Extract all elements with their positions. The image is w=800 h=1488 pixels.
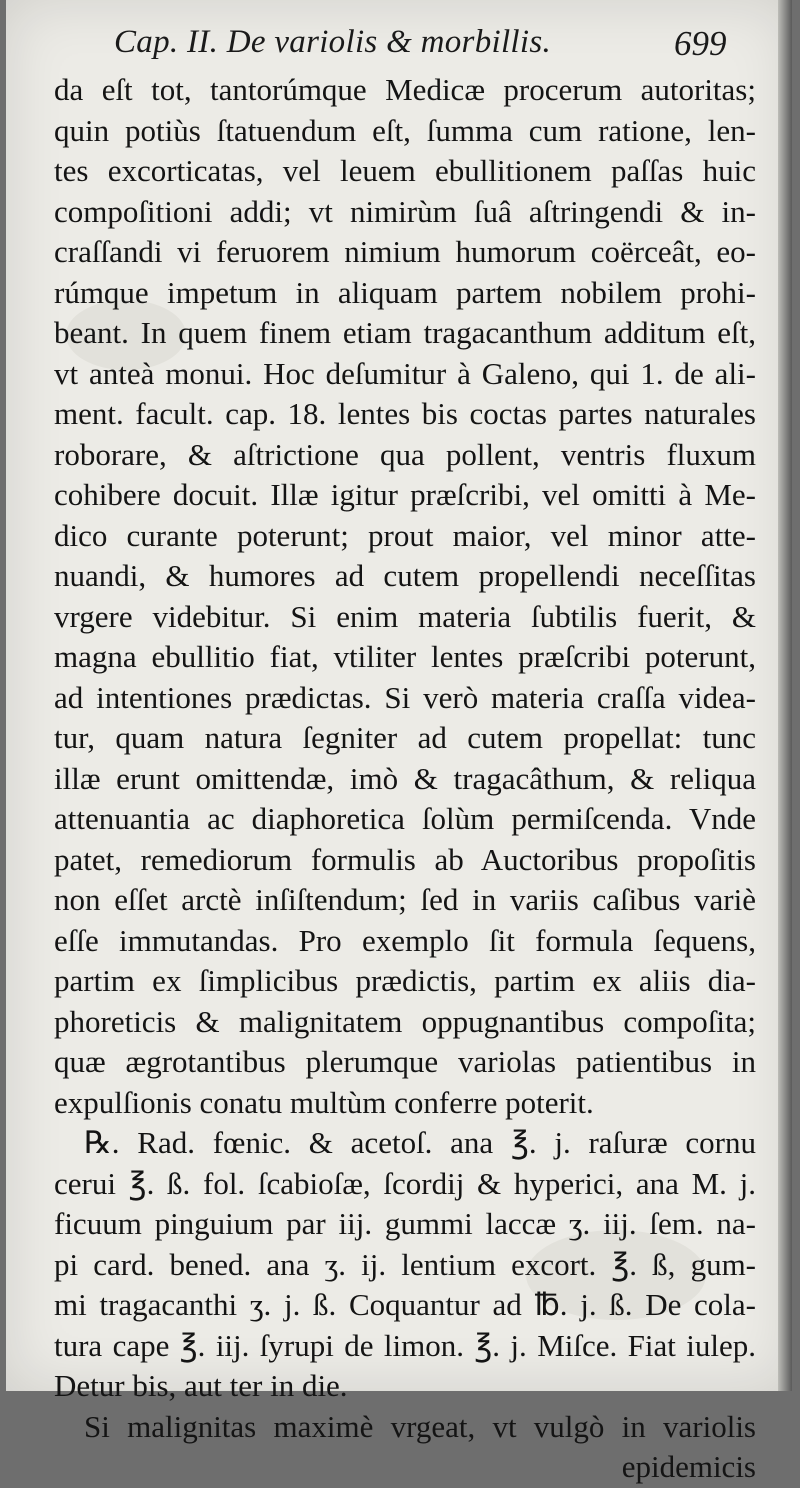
recipe-line: mi tragacanthi ʒ. j. ß. Coquantur ad ℔. j. ß. De cola- (54, 1287, 756, 1322)
text-line: ment. facult. cap. 18. lentes bis coctas partes naturales (54, 396, 756, 431)
body-text (36, 70, 756, 1488)
text-line: quæ ægrotantibus plerumque variolas patientibus in (54, 1044, 756, 1079)
text-line: cohibere docuit. Illæ igitur præſcribi, vel omitti à Me- (54, 477, 756, 512)
text-line: beant. In quem finem etiam tragacanthum additum eſt, (54, 315, 756, 350)
text-line: eſſe immutandas. Pro exemplo ſit formula ſequens, (54, 922, 756, 958)
text-line: vrgere videbitur. Si enim materia ſubtilis fuerit, & (54, 598, 756, 634)
text-line: da eſt tot, tantorúmque Medicæ procerum autoritas; (54, 72, 756, 107)
text-line: illæ erunt omittendæ, imò & tragacâthum, & reliqua (54, 760, 756, 796)
text-line: phoreticis & malignitatem oppugnantibus compoſita; (54, 1003, 756, 1039)
text-line: expulſionis conatu multùm conferre poterit. (54, 1084, 594, 1120)
text-line: attenuantia ac diaphoretica ſolùm permiſcenda. Vnde (54, 801, 756, 836)
text-line: Si malignitas maximè vrgeat, vt vulgò in variolis (84, 1408, 756, 1444)
recipe-line: ℞. Rad. fœnic. & acetoſ. ana ℥. j. raſuræ cornu (84, 1125, 756, 1160)
page-number: 699 (674, 24, 727, 63)
text-line: compoſitioni addi; vt nimirùm ſuâ aſtringendi & in- (54, 193, 756, 229)
text-line: non eſſet arctè inſiſtendum; ſed in variis caſibus variè (54, 882, 756, 917)
book-page (6, 0, 792, 1484)
recipe-line: cerui ℥. ß. fol. ſcabioſæ, ſcordij & hyperici, ana M. j. (54, 1165, 756, 1201)
text-line: nuandi, & humores ad cutem propellendi neceſſitas (54, 558, 756, 593)
text-line: craſſandi vi feruorem nimium humorum coërceât, eo- (54, 234, 756, 269)
text-line: vt anteà monui. Hoc deſumitur à Galeno, qui 1. de ali- (54, 355, 756, 391)
text-line: quin potiùs ſtatuendum eſt, ſumma cum ratione, len- (54, 112, 756, 148)
running-title: Cap. II. De variolis & morbillis. (114, 24, 552, 60)
recipe-line: pi card. bened. ana ʒ. ij. lentium excort. ℥. ß, gum- (54, 1246, 756, 1282)
text-line: roborare, & aſtrictione qua pollent, ventris fluxum (54, 436, 756, 472)
text-line: magna ebullitio fiat, vtiliter lentes præſcribi poterunt, (54, 639, 756, 674)
text-line: patet, remediorum formulis ab Auctoribus propoſitis (54, 841, 756, 877)
text-line: rúmque impetum in aliquam partem nobilem prohi- (54, 274, 756, 310)
text-line: tes excorticatas, vel leuem ebullitionem paſſas huic (54, 153, 756, 188)
catchword: epidemicis (621, 1449, 756, 1484)
recipe-line: ficuum pinguium par iij. gummi laccæ ʒ. iij. ſem. na- (54, 1206, 756, 1241)
recipe-line: tura cape ℥. iij. ſyrupi de limon. ℥. j. Miſce. Fiat iulep. (54, 1327, 756, 1363)
text-line: dico curante poterunt; prout maior, vel minor atte- (54, 517, 756, 553)
recipe-line: Detur bis, aut ter in die. (54, 1368, 348, 1403)
text-line: partim ex ſimplicibus prædictis, partim ex aliis dia- (54, 963, 756, 998)
text-line: tur, quam natura ſegniter ad cutem propellat: tunc (54, 720, 756, 755)
page-edge (778, 0, 792, 1391)
text-line: ad intentiones prædictas. Si verò materia craſſa videa- (54, 679, 756, 715)
